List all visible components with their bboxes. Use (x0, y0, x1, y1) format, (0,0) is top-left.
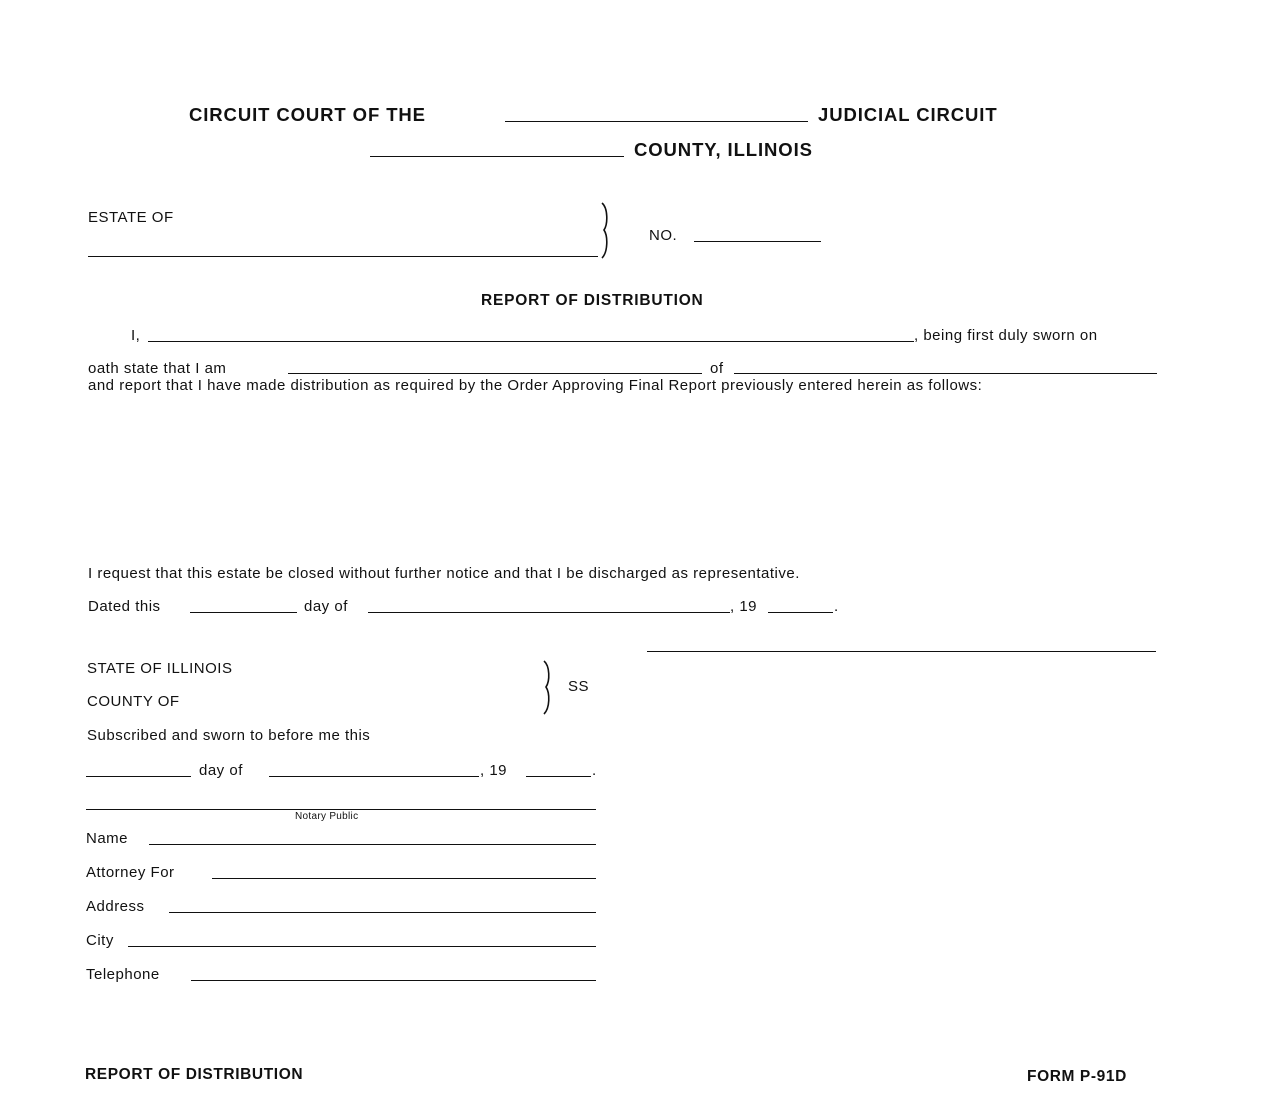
estate-name-field[interactable] (88, 256, 598, 257)
oath-label: oath state that I am (88, 360, 227, 377)
telephone-label: Telephone (86, 966, 160, 983)
representative-signature-line[interactable] (647, 651, 1156, 652)
of-label: of (710, 360, 724, 377)
jurat-year-field[interactable] (526, 776, 591, 777)
attorney-for-label: Attorney For (86, 864, 175, 881)
dated-period: . (834, 598, 839, 615)
dated-month-field[interactable] (368, 612, 730, 613)
address-label: Address (86, 898, 145, 915)
court-prefix: CIRCUIT COURT OF THE (189, 104, 426, 125)
county-suffix: COUNTY, ILLINOIS (634, 139, 813, 160)
notary-label: Notary Public (295, 811, 359, 822)
judicial-circuit-field[interactable] (505, 121, 808, 122)
sworn-text: , being first duly sworn on (914, 327, 1098, 344)
request-text: I request that this estate be closed without further notice and that I be discharged as representative. (88, 565, 800, 582)
form-title: REPORT OF DISTRIBUTION (481, 292, 704, 309)
county-field[interactable] (370, 156, 624, 157)
jurat-county-label: COUNTY OF (87, 693, 180, 710)
jurat-year-prefix: , 19 (480, 762, 508, 779)
affiant-label: I, (131, 327, 141, 344)
dated-day-of-label: day of (304, 598, 348, 615)
notary-signature-line[interactable] (86, 809, 596, 810)
dated-year-field[interactable] (768, 612, 833, 613)
jurat-day-of-label: day of (199, 762, 243, 779)
jurat-period: . (592, 762, 597, 779)
footer-title: REPORT OF DISTRIBUTION (85, 1066, 304, 1083)
dated-year-prefix: , 19 (730, 598, 758, 615)
ss-label: SS (568, 678, 590, 695)
attorney-name-label: Name (86, 830, 129, 847)
dated-day-field[interactable] (190, 612, 297, 613)
subscribed-text: Subscribed and sworn to before me this (87, 727, 371, 744)
circuit-suffix: JUDICIAL CIRCUIT (818, 104, 998, 125)
report-paragraph: and report that I have made distribution as required by the Order Approving Final Report previously entered herein as follows: (88, 377, 983, 394)
of-field[interactable] (734, 373, 1157, 374)
dated-label: Dated this (88, 598, 161, 615)
attorney-name-field[interactable] (149, 844, 596, 845)
capacity-field[interactable] (288, 373, 702, 374)
jurat-brace-icon (540, 660, 556, 716)
jurat-month-field[interactable] (269, 776, 479, 777)
state-label: STATE OF ILLINOIS (87, 660, 233, 677)
jurat-day-field[interactable] (86, 776, 191, 777)
affiant-name-field[interactable] (148, 341, 914, 342)
telephone-field[interactable] (191, 980, 596, 981)
case-number-label: NO. (649, 227, 678, 244)
estate-label: ESTATE OF (88, 209, 174, 226)
attorney-for-field[interactable] (212, 878, 596, 879)
case-number-field[interactable] (694, 241, 821, 242)
city-label: City (86, 932, 114, 949)
city-field[interactable] (128, 946, 596, 947)
address-field[interactable] (169, 912, 596, 913)
caption-brace-icon (598, 202, 614, 260)
form-number: FORM P-91D (1027, 1068, 1127, 1085)
